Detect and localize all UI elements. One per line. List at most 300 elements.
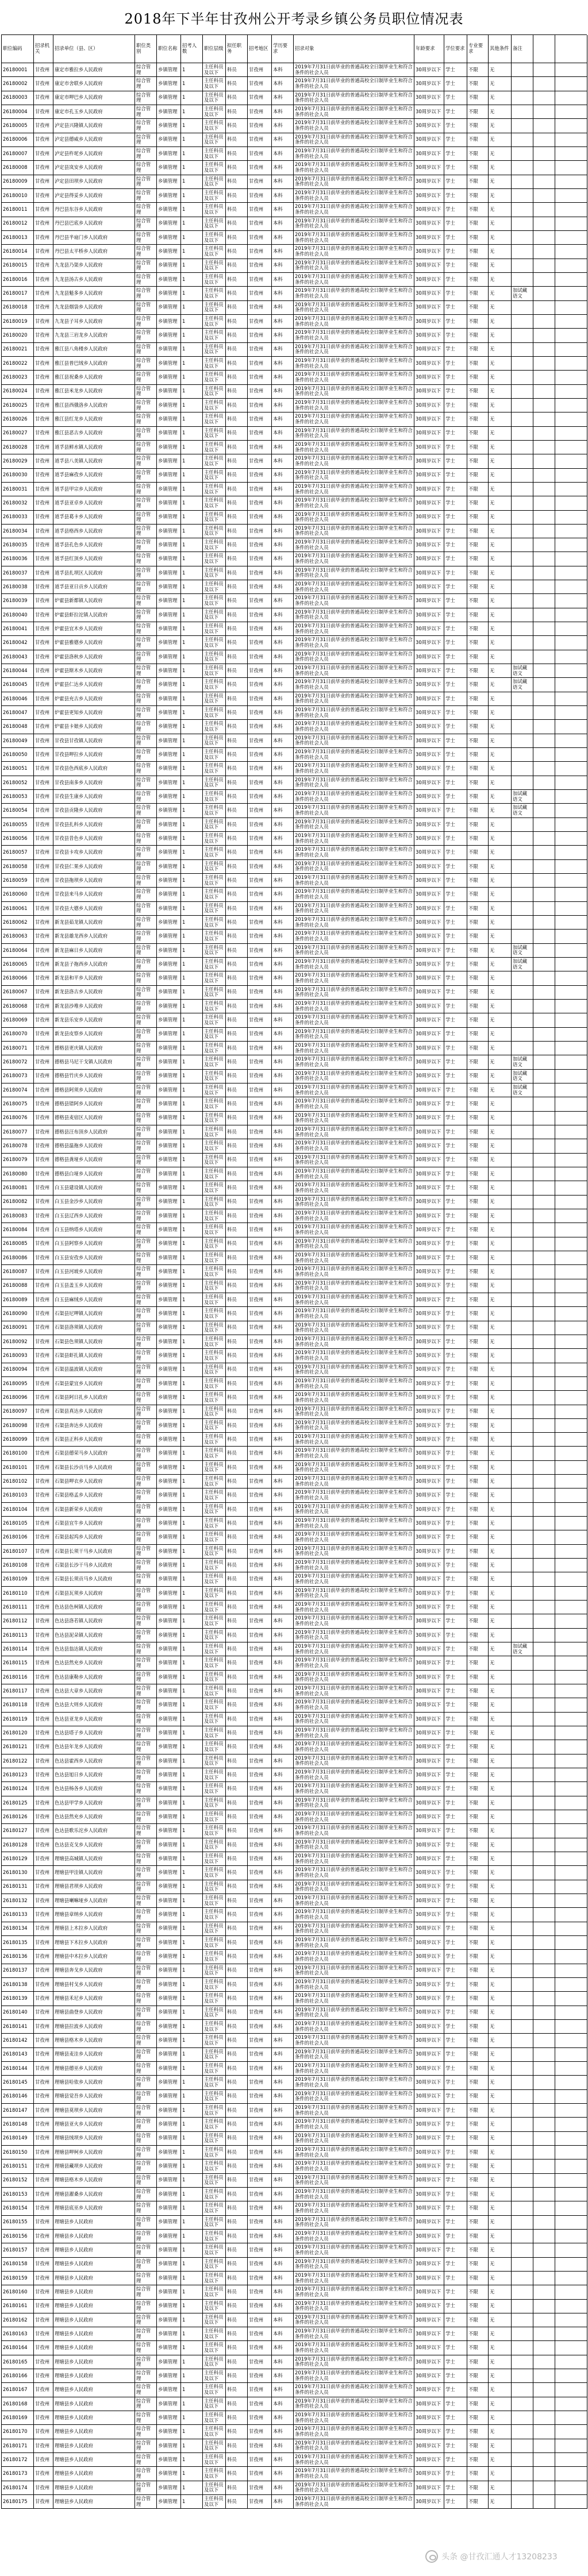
table-cell: 科员 bbox=[226, 1167, 248, 1181]
table-cell: 30周岁以下 bbox=[414, 1447, 444, 1460]
table-cell: 乡镇管理 bbox=[157, 804, 181, 817]
table-cell: 甘孜州 bbox=[34, 2439, 53, 2453]
table-cell: 甘孜州 bbox=[248, 734, 272, 748]
table-cell: 2019年7月31日前毕业的普通高校全日制毕业生和符合条件的社会人员 bbox=[294, 496, 414, 510]
table-cell bbox=[555, 287, 587, 300]
table-cell: 学士 bbox=[444, 2453, 467, 2467]
table-cell: 甘孜州 bbox=[248, 189, 272, 203]
table-cell: 甘孜州 bbox=[34, 2090, 53, 2104]
table-cell: 综合管理 bbox=[135, 1587, 157, 1601]
table-cell: 甘孜州 bbox=[34, 1447, 53, 1460]
table-cell: 1 bbox=[181, 1587, 203, 1601]
table-cell: 30周岁以下 bbox=[414, 860, 444, 874]
table-cell: 甘孜州 bbox=[248, 2118, 272, 2131]
table-cell: 综合管理 bbox=[135, 846, 157, 859]
table-cell: 2019年7月31日前毕业的普通高校全日制毕业生和符合条件的社会人员 bbox=[294, 2355, 414, 2369]
table-cell bbox=[533, 1097, 555, 1111]
table-cell: 学士 bbox=[444, 1698, 467, 1712]
table-cell: 甘孜州 bbox=[248, 1447, 272, 1460]
table-cell: 不限 bbox=[467, 1013, 489, 1027]
table-cell: 本科 bbox=[272, 1237, 294, 1251]
table-cell: 2019年7月31日前毕业的普通高校全日制毕业生和符合条件的社会人员 bbox=[294, 175, 414, 189]
table-cell: 乡镇管理 bbox=[157, 1475, 181, 1488]
table-cell: 综合管理 bbox=[135, 77, 157, 91]
table-cell bbox=[512, 1726, 533, 1740]
table-cell: 色达县大章乡人民政府 bbox=[53, 1684, 135, 1698]
table-cell bbox=[533, 874, 555, 888]
table-cell bbox=[555, 762, 587, 776]
table-cell: 乡镇管理 bbox=[157, 273, 181, 287]
table-cell: 综合管理 bbox=[135, 1488, 157, 1502]
table-cell: 不限 bbox=[467, 1349, 489, 1363]
table-cell bbox=[555, 2411, 587, 2425]
table-cell bbox=[512, 2495, 533, 2509]
table-cell: 2019年7月31日前毕业的普通高校全日制毕业生和符合条件的社会人员 bbox=[294, 1070, 414, 1083]
table-cell: 1 bbox=[181, 133, 203, 147]
table-cell: 1 bbox=[181, 2425, 203, 2439]
table-cell bbox=[512, 1196, 533, 1209]
table-cell: 2019年7月31日前毕业的普通高校全日制毕业生和符合条件的社会人员 bbox=[294, 1405, 414, 1419]
table-cell: 学士 bbox=[444, 2341, 467, 2355]
table-cell: 科员 bbox=[226, 525, 248, 538]
table-cell bbox=[533, 1433, 555, 1447]
table-cell bbox=[512, 1237, 533, 1251]
table-cell: 甘孜州 bbox=[248, 1335, 272, 1349]
table-cell: 主任科员及以下 bbox=[203, 329, 226, 342]
table-cell: 甘孜州 bbox=[34, 1559, 53, 1572]
table-cell bbox=[555, 1349, 587, 1363]
table-cell: 乡镇管理 bbox=[157, 1671, 181, 1684]
table-cell bbox=[533, 538, 555, 552]
table-cell: 本科 bbox=[272, 2313, 294, 2327]
table-cell bbox=[512, 1279, 533, 1293]
table-cell bbox=[555, 133, 587, 147]
watermark bbox=[425, 2548, 581, 2565]
table-cell: 26180034 bbox=[2, 525, 34, 538]
table-cell: 无 bbox=[489, 958, 512, 971]
table-cell: 主任科员及以下 bbox=[203, 2258, 226, 2272]
table-cell bbox=[555, 1055, 587, 1069]
table-cell bbox=[533, 888, 555, 901]
table-cell: 科员 bbox=[226, 2006, 248, 2020]
table-cell: 乡镇管理 bbox=[157, 1740, 181, 1754]
table-cell bbox=[555, 2034, 587, 2047]
table-cell: 30周岁以下 bbox=[414, 1978, 444, 1992]
table-cell: 1 bbox=[181, 678, 203, 692]
table-cell: 不限 bbox=[467, 958, 489, 971]
table-cell bbox=[512, 1992, 533, 2006]
table-cell bbox=[555, 1698, 587, 1712]
table-cell: 1 bbox=[181, 1740, 203, 1754]
table-cell: 1 bbox=[181, 203, 203, 217]
table-cell: 主任科员及以下 bbox=[203, 692, 226, 706]
table-cell: 不限 bbox=[467, 1223, 489, 1237]
table-cell: 科员 bbox=[226, 1601, 248, 1614]
table-cell: 学士 bbox=[444, 1055, 467, 1069]
table-cell: 甘孜州 bbox=[34, 2118, 53, 2131]
table-cell: 学士 bbox=[444, 203, 467, 217]
table-cell: 26180174 bbox=[2, 2481, 34, 2495]
table-cell: 不限 bbox=[467, 1196, 489, 1209]
table-cell: 30周岁以下 bbox=[414, 1377, 444, 1391]
table-cell: 26180003 bbox=[2, 91, 34, 105]
table-cell: 甘孜州 bbox=[34, 971, 53, 985]
table-cell: 无 bbox=[489, 1740, 512, 1754]
table-header-cell: 职位编码 bbox=[2, 35, 34, 63]
table-cell: 科员 bbox=[226, 1572, 248, 1586]
table-cell: 甘孜州 bbox=[34, 1055, 53, 1069]
table-cell: 综合管理 bbox=[135, 1810, 157, 1824]
table-cell: 1 bbox=[181, 1181, 203, 1195]
table-cell: 无 bbox=[489, 287, 512, 300]
table-cell bbox=[512, 1880, 533, 1894]
table-cell: 乡镇管理 bbox=[157, 454, 181, 468]
table-cell: 本科 bbox=[272, 1335, 294, 1349]
table-cell: 乡镇管理 bbox=[157, 1698, 181, 1712]
table-cell bbox=[555, 1377, 587, 1391]
table-cell bbox=[555, 1083, 587, 1097]
table-cell: 学士 bbox=[444, 189, 467, 203]
table-cell: 乡镇管理 bbox=[157, 1908, 181, 1922]
table-cell: 26180039 bbox=[2, 594, 34, 608]
table-cell: 无 bbox=[489, 1671, 512, 1684]
table-cell bbox=[533, 1196, 555, 1209]
table-header-cell: 职位类别 bbox=[135, 35, 157, 63]
table-cell bbox=[512, 1629, 533, 1642]
table-cell: 科员 bbox=[226, 412, 248, 426]
table-cell: 不限 bbox=[467, 2258, 489, 2272]
table-cell: 主任科员及以下 bbox=[203, 2355, 226, 2369]
table-cell: 科员 bbox=[226, 1950, 248, 1964]
table-cell bbox=[555, 552, 587, 566]
table-cell bbox=[533, 2495, 555, 2509]
table-cell: 30周岁以下 bbox=[414, 2495, 444, 2509]
table-cell bbox=[555, 2425, 587, 2439]
table-cell: 2019年7月31日前毕业的普通高校全日制毕业生和符合条件的社会人员 bbox=[294, 1349, 414, 1363]
table-cell bbox=[533, 608, 555, 622]
table-cell: 甘孜州 bbox=[34, 1209, 53, 1223]
table-cell: 学士 bbox=[444, 1796, 467, 1810]
table-cell: 乡镇管理 bbox=[157, 790, 181, 804]
table-cell: 理塘县藏坝乡人民政府 bbox=[53, 2159, 135, 2173]
table-cell bbox=[512, 2313, 533, 2327]
table-cell: 主任科员及以下 bbox=[203, 343, 226, 357]
table-cell: 26180155 bbox=[2, 2216, 34, 2230]
table-cell: 甘孜州 bbox=[34, 1349, 53, 1363]
table-cell: 30周岁以下 bbox=[414, 1097, 444, 1111]
table-cell: 不限 bbox=[467, 343, 489, 357]
table-cell: 甘孜州 bbox=[248, 1726, 272, 1740]
table-cell bbox=[533, 650, 555, 664]
table-cell: 本科 bbox=[272, 776, 294, 790]
table-cell: 26180051 bbox=[2, 762, 34, 776]
table-cell: 无 bbox=[489, 1097, 512, 1111]
table-cell: 1 bbox=[181, 1922, 203, 1936]
table-cell: 乡镇管理 bbox=[157, 1894, 181, 1908]
table-cell: 甘孜州 bbox=[248, 483, 272, 496]
table-cell bbox=[512, 1601, 533, 1614]
table-cell: 主任科员及以下 bbox=[203, 1405, 226, 1419]
table-cell bbox=[512, 902, 533, 916]
table-cell: 无 bbox=[489, 427, 512, 441]
table-cell: 主任科员及以下 bbox=[203, 552, 226, 566]
table-cell: 不限 bbox=[467, 1572, 489, 1586]
table-cell: 甘孜州 bbox=[34, 1307, 53, 1321]
table-cell: 科员 bbox=[226, 2425, 248, 2439]
table-cell: 甘孜州 bbox=[248, 2300, 272, 2313]
table-cell: 26180116 bbox=[2, 1671, 34, 1684]
table-cell: 综合管理 bbox=[135, 664, 157, 678]
table-cell: 主任科员及以下 bbox=[203, 1838, 226, 1852]
table-cell bbox=[555, 2313, 587, 2327]
table-cell bbox=[555, 1852, 587, 1866]
table-cell: 无 bbox=[489, 231, 512, 245]
table-cell: 学士 bbox=[444, 566, 467, 580]
table-cell bbox=[512, 105, 533, 119]
table-cell: 乡镇管理 bbox=[157, 217, 181, 231]
table-cell: 26180009 bbox=[2, 175, 34, 189]
table-cell: 乡镇管理 bbox=[157, 2272, 181, 2285]
table-cell: 2019年7月31日前毕业的普通高校全日制毕业生和符合条件的社会人员 bbox=[294, 1265, 414, 1279]
table-cell bbox=[555, 1167, 587, 1181]
table-cell: 主任科员及以下 bbox=[203, 1852, 226, 1866]
table-cell: 本科 bbox=[272, 2188, 294, 2201]
table-cell: 主任科员及以下 bbox=[203, 874, 226, 888]
table-cell: 乡镇管理 bbox=[157, 2300, 181, 2313]
table-cell: 1 bbox=[181, 1433, 203, 1447]
table-cell: 26180087 bbox=[2, 1265, 34, 1279]
table-cell: 乡镇管理 bbox=[157, 1321, 181, 1335]
table-cell: 理塘县乡人民政府 bbox=[53, 2216, 135, 2230]
table-cell: 无 bbox=[489, 2411, 512, 2425]
table-cell: 26180052 bbox=[2, 776, 34, 790]
table-cell: 科员 bbox=[226, 1782, 248, 1796]
table-cell: 26180132 bbox=[2, 1894, 34, 1908]
table-cell: 1 bbox=[181, 1950, 203, 1964]
table-cell: 综合管理 bbox=[135, 692, 157, 706]
table-cell: 不限 bbox=[467, 2313, 489, 2327]
table-cell: 炉霍县新都镇人民政府 bbox=[53, 594, 135, 608]
table-cell: 甘孜州 bbox=[248, 1419, 272, 1433]
table-cell bbox=[512, 1112, 533, 1125]
table-cell: 30周岁以下 bbox=[414, 2243, 444, 2257]
table-cell: 2019年7月31日前毕业的普通高校全日制毕业生和符合条件的社会人员 bbox=[294, 874, 414, 888]
table-cell: 无 bbox=[489, 971, 512, 985]
table-cell: 本科 bbox=[272, 1125, 294, 1139]
table-cell: 甘孜州 bbox=[248, 1488, 272, 1502]
table-cell: 30周岁以下 bbox=[414, 1363, 444, 1377]
table-cell bbox=[512, 2062, 533, 2076]
table-cell: 主任科员及以下 bbox=[203, 1978, 226, 1992]
table-cell: 加试藏语文 bbox=[512, 664, 533, 678]
table-cell: 1 bbox=[181, 1656, 203, 1670]
table-cell bbox=[512, 385, 533, 399]
table-cell: 甘孜州 bbox=[34, 734, 53, 748]
table-cell bbox=[512, 846, 533, 859]
table-cell: 学士 bbox=[444, 2327, 467, 2341]
table-cell bbox=[512, 2243, 533, 2257]
table-cell bbox=[555, 636, 587, 650]
table-cell: 甘孜州 bbox=[248, 1167, 272, 1181]
table-cell: 综合管理 bbox=[135, 427, 157, 441]
table-cell: 30周岁以下 bbox=[414, 2439, 444, 2453]
table-cell: 乡镇管理 bbox=[157, 496, 181, 510]
table-cell: 不限 bbox=[467, 538, 489, 552]
table-cell: 甘孜县呷拉乡人民政府 bbox=[53, 748, 135, 762]
table-cell: 学士 bbox=[444, 1559, 467, 1572]
table-cell: 综合管理 bbox=[135, 189, 157, 203]
table-cell: 科员 bbox=[226, 818, 248, 832]
table-cell: 科员 bbox=[226, 1866, 248, 1880]
table-cell: 科员 bbox=[226, 231, 248, 245]
table-cell bbox=[555, 1629, 587, 1642]
table-cell: 不限 bbox=[467, 1070, 489, 1083]
table-cell: 综合管理 bbox=[135, 1713, 157, 1726]
table-cell bbox=[512, 2230, 533, 2243]
table-cell bbox=[512, 1950, 533, 1964]
table-cell: 26180032 bbox=[2, 496, 34, 510]
table-cell: 不限 bbox=[467, 1698, 489, 1712]
table-cell: 综合管理 bbox=[135, 1028, 157, 1042]
table-cell: 本科 bbox=[272, 1405, 294, 1419]
table-cell: 主任科员及以下 bbox=[203, 734, 226, 748]
table-cell bbox=[512, 2201, 533, 2215]
table-cell bbox=[555, 2272, 587, 2285]
table-cell: 30周岁以下 bbox=[414, 664, 444, 678]
table-cell: 甘孜州 bbox=[248, 2048, 272, 2062]
table-cell: 科员 bbox=[226, 511, 248, 525]
table-cell bbox=[533, 161, 555, 175]
table-cell: 乡镇管理 bbox=[157, 2230, 181, 2243]
table-cell: 30周岁以下 bbox=[414, 846, 444, 859]
table-cell: 主任科员及以下 bbox=[203, 2230, 226, 2243]
table-cell: 30周岁以下 bbox=[414, 1293, 444, 1307]
table-cell: 综合管理 bbox=[135, 1349, 157, 1363]
table-cell: 主任科员及以下 bbox=[203, 2006, 226, 2020]
table-cell: 雅江县恶古乡人民政府 bbox=[53, 427, 135, 441]
table-cell: 2019年7月31日前毕业的普通高校全日制毕业生和符合条件的社会人员 bbox=[294, 818, 414, 832]
table-cell: 不限 bbox=[467, 2006, 489, 2020]
table-cell: 科员 bbox=[226, 930, 248, 943]
table-cell: 甘孜州 bbox=[248, 2425, 272, 2439]
table-cell bbox=[512, 1671, 533, 1684]
table-cell: 无 bbox=[489, 832, 512, 846]
table-cell: 不限 bbox=[467, 902, 489, 916]
table-cell: 26180049 bbox=[2, 734, 34, 748]
table-cell: 不限 bbox=[467, 2300, 489, 2313]
table-cell: 26180159 bbox=[2, 2272, 34, 2285]
table-cell bbox=[555, 1684, 587, 1698]
table-cell bbox=[512, 2411, 533, 2425]
table-cell: 主任科员及以下 bbox=[203, 1782, 226, 1796]
table-cell: 学士 bbox=[444, 734, 467, 748]
table-cell: 综合管理 bbox=[135, 315, 157, 329]
table-cell: 1 bbox=[181, 1978, 203, 1992]
table-cell bbox=[512, 1209, 533, 1223]
table-cell: 甘孜州 bbox=[248, 1713, 272, 1726]
table-cell: 学士 bbox=[444, 1419, 467, 1433]
table-cell: 乡镇管理 bbox=[157, 958, 181, 971]
table-cell: 乡镇管理 bbox=[157, 91, 181, 105]
table-cell: 主任科员及以下 bbox=[203, 1880, 226, 1894]
table-cell: 30周岁以下 bbox=[414, 441, 444, 454]
table-cell: 1 bbox=[181, 2034, 203, 2047]
table-cell: 30周岁以下 bbox=[414, 1810, 444, 1824]
table-cell: 综合管理 bbox=[135, 511, 157, 525]
table-cell: 30周岁以下 bbox=[414, 1279, 444, 1293]
table-cell: 综合管理 bbox=[135, 594, 157, 608]
table-cell: 主任科员及以下 bbox=[203, 1237, 226, 1251]
table-cell: 主任科员及以下 bbox=[203, 1992, 226, 2006]
table-cell: 甘孜州 bbox=[34, 874, 53, 888]
table-cell bbox=[533, 63, 555, 77]
table-cell: 德格县错阿乡人民政府 bbox=[53, 1097, 135, 1111]
table-cell: 30周岁以下 bbox=[414, 315, 444, 329]
table-cell: 甘孜州 bbox=[34, 2243, 53, 2257]
table-cell: 乡镇管理 bbox=[157, 1978, 181, 1992]
table-cell: 道孚县八美镇人民政府 bbox=[53, 454, 135, 468]
table-cell: 乡镇管理 bbox=[157, 301, 181, 315]
table-cell: 30周岁以下 bbox=[414, 77, 444, 91]
table-cell: 26180102 bbox=[2, 1475, 34, 1488]
table-cell: 泸定县岚安乡人民政府 bbox=[53, 161, 135, 175]
table-cell: 26180005 bbox=[2, 119, 34, 133]
table-cell: 综合管理 bbox=[135, 2048, 157, 2062]
table-cell: 甘孜州 bbox=[34, 1125, 53, 1139]
table-cell: 本科 bbox=[272, 385, 294, 399]
table-cell bbox=[512, 371, 533, 384]
table-cell: 甘孜州 bbox=[248, 1559, 272, 1572]
table-cell: 甘孜州 bbox=[248, 2146, 272, 2159]
table-cell bbox=[512, 161, 533, 175]
table-cell: 甘孜州 bbox=[248, 1055, 272, 1069]
table-cell bbox=[512, 650, 533, 664]
table-cell: 30周岁以下 bbox=[414, 273, 444, 287]
table-cell: 乡镇管理 bbox=[157, 734, 181, 748]
table-cell: 甘孜州 bbox=[34, 2411, 53, 2425]
table-cell: 综合管理 bbox=[135, 888, 157, 901]
table-cell bbox=[512, 469, 533, 483]
table-cell: 学士 bbox=[444, 2090, 467, 2104]
table-cell: 1 bbox=[181, 1265, 203, 1279]
table-cell: 2019年7月31日前毕业的普通高校全日制毕业生和符合条件的社会人员 bbox=[294, 2481, 414, 2495]
table-cell: 无 bbox=[489, 986, 512, 1000]
table-cell: 乡镇管理 bbox=[157, 1922, 181, 1936]
table-cell: 甘孜州 bbox=[248, 1866, 272, 1880]
table-cell: 炉霍县洛秋乡人民政府 bbox=[53, 650, 135, 664]
table-cell: 科员 bbox=[226, 1629, 248, 1642]
table-cell bbox=[533, 1838, 555, 1852]
table-cell: 2019年7月31日前毕业的普通高校全日制毕业生和符合条件的社会人员 bbox=[294, 2034, 414, 2047]
table-cell: 综合管理 bbox=[135, 1614, 157, 1628]
table-cell: 甘孜州 bbox=[34, 385, 53, 399]
table-cell: 不限 bbox=[467, 1265, 489, 1279]
table-cell: 甘孜州 bbox=[34, 2453, 53, 2467]
table-cell: 30周岁以下 bbox=[414, 189, 444, 203]
table-cell: 本科 bbox=[272, 1768, 294, 1782]
table-cell: 2019年7月31日前毕业的普通高校全日制毕业生和符合条件的社会人员 bbox=[294, 1866, 414, 1880]
table-cell: 科员 bbox=[226, 2243, 248, 2257]
table-cell: 甘孜州 bbox=[34, 832, 53, 846]
table-cell: 2019年7月31日前毕业的普通高校全日制毕业生和符合条件的社会人员 bbox=[294, 525, 414, 538]
table-cell: 本科 bbox=[272, 1852, 294, 1866]
table-cell: 30周岁以下 bbox=[414, 1042, 444, 1055]
table-cell: 学士 bbox=[444, 1070, 467, 1083]
table-cell: 科员 bbox=[226, 91, 248, 105]
table-cell: 九龙县乃渠乡人民政府 bbox=[53, 259, 135, 273]
table-cell: 不限 bbox=[467, 412, 489, 426]
table-cell: 2019年7月31日前毕业的普通高校全日制毕业生和符合条件的社会人员 bbox=[294, 1125, 414, 1139]
